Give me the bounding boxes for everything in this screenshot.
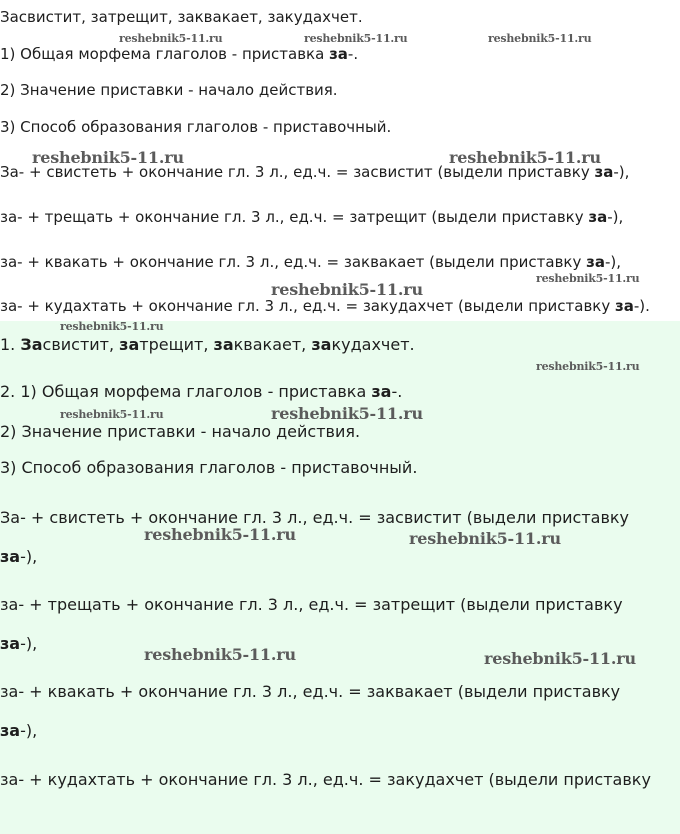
task-point-3: 3) Способ образования глаголов - приставочный.: [0, 118, 392, 136]
task-point-2: 2) Значение приставки - начало действия.: [0, 81, 338, 99]
watermark: reshebnik5-11.ru: [409, 529, 561, 548]
watermark: reshebnik5-11.ru: [449, 148, 601, 167]
watermark: reshebnik5-11.ru: [60, 320, 164, 333]
answer-derivation-1-tail: за-),: [0, 547, 38, 566]
watermark: reshebnik5-11.ru: [304, 32, 408, 45]
answer-derivation-3: за- + квакать + окончание гл. 3 л., ед.ч. = заквакает (выдели приставку: [0, 682, 621, 701]
answer-derivation-2-tail: за-),: [0, 634, 38, 653]
watermark: reshebnik5-11.ru: [488, 32, 592, 45]
task-derivation-4: за- + кудахтать + окончание гл. 3 л., ед.ч. = закудахчет (выдели приставку за-).: [0, 297, 650, 315]
task-header: Засвистит, затрещит, заквакает, закудахчет.: [0, 8, 363, 26]
watermark: reshebnik5-11.ru: [484, 649, 636, 668]
watermark: reshebnik5-11.ru: [144, 645, 296, 664]
watermark: reshebnik5-11.ru: [119, 32, 223, 45]
task-derivation-3: за- + квакать + окончание гл. 3 л., ед.ч. = заквакает (выдели приставку за-),: [0, 253, 622, 271]
answer-2-point-1: 2. 1) Общая морфема глаголов - приставка за-.: [0, 382, 403, 401]
answer-derivation-2: за- + трещать + окончание гл. 3 л., ед.ч. = затрещит (выдели приставку: [0, 595, 623, 614]
task-point-1: 1) Общая морфема глаголов - приставка за-.: [0, 45, 359, 63]
answer-derivation-4: за- + кудахтать + окончание гл. 3 л., ед.ч. = закудахчет (выдели приставку: [0, 770, 651, 789]
watermark: reshebnik5-11.ru: [536, 272, 640, 285]
task-derivation-2: за- + трещать + окончание гл. 3 л., ед.ч. = затрещит (выдели приставку за-),: [0, 208, 624, 226]
answer-derivation-3-tail: за-),: [0, 721, 38, 740]
task-derivation-1: За- + свистеть + окончание гл. 3 л., ед.ч. = засвистит (выдели приставку за-),: [0, 163, 630, 181]
answer-panel: [0, 321, 680, 834]
watermark: reshebnik5-11.ru: [144, 525, 296, 544]
watermark: reshebnik5-11.ru: [60, 408, 164, 421]
answer-1: 1. Засвистит, затрещит, заквакает, закудахчет.: [0, 335, 415, 354]
answer-point-2: 2) Значение приставки - начало действия.: [0, 422, 361, 441]
watermark: reshebnik5-11.ru: [271, 404, 423, 423]
answer-point-3: 3) Способ образования глаголов - приставочный.: [0, 458, 418, 477]
watermark: reshebnik5-11.ru: [536, 360, 640, 373]
watermark: reshebnik5-11.ru: [271, 280, 423, 299]
watermark: reshebnik5-11.ru: [32, 148, 184, 167]
answer-derivation-1: За- + свистеть + окончание гл. 3 л., ед.ч. = засвистит (выдели приставку: [0, 508, 630, 527]
